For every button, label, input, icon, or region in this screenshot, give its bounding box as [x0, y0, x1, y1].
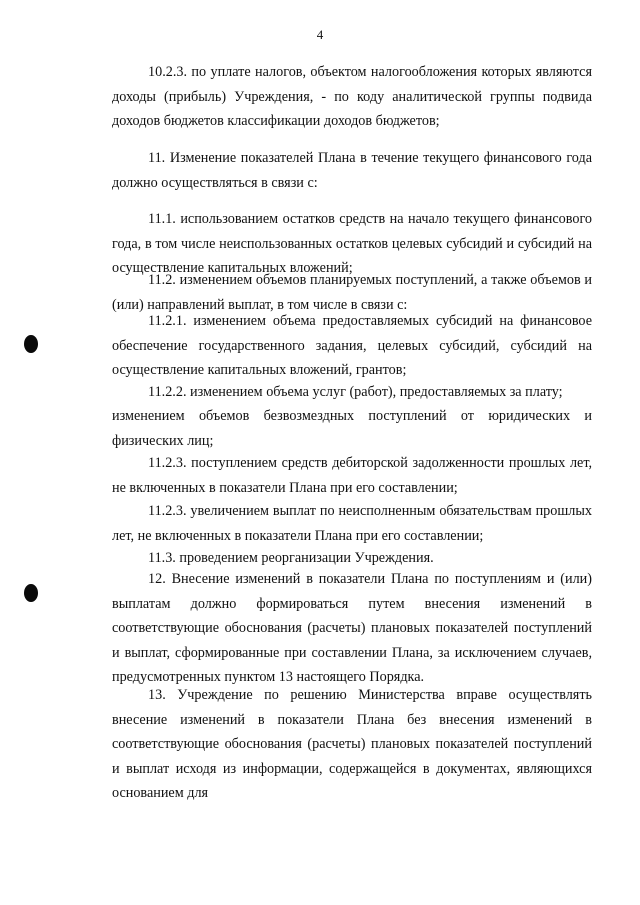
page-number: 4	[316, 27, 324, 42]
punch-hole-mark	[24, 335, 38, 353]
paragraph-11-2: 11.2. изменением объемов планируемых поступлений, а также объемов и (или) направлений выплат, в том числе в связи с:	[112, 272, 592, 313]
paragraph-12: 12. Внесение изменений в показатели Плана по поступлениям и (или) выплатам должно формироваться путем внесения изменений в соответствующие обоснования (расчеты) плановых показателей поступлений и выплат, сформированные при составлении Плана, за исключением случаев, предусмотренных пунктом 13 настоящего Порядка.	[112, 571, 592, 685]
paragraph-11: 11. Изменение показателей Плана в течение текущего финансового года должно осуществляться в связи с:	[112, 150, 592, 191]
paragraph-13: 13. Учреждение по решению Министерства вправе осуществлять внесение изменений в показатели Плана без внесения изменений в соответствующие обоснования (расчеты) плановых показателей поступлений и выплат исходя из информации, содержащейся в документах, являющихся основанием для	[112, 687, 592, 801]
paragraph-donations: изменением объемов безвозмездных поступлений от юридических и физических лиц;	[112, 408, 592, 449]
paragraph-11-2-1: 11.2.1. изменением объема предоставляемых субсидий на финансовое обеспечение государственного задания, целевых субсидий, субсидий на осуществление капитальных вложений, грантов;	[112, 313, 592, 378]
paragraph-11-2-2: 11.2.2. изменением объема услуг (работ), предоставляемых за плату;	[148, 384, 563, 400]
paragraph-10-2-3: 10.2.3. по уплате налогов, объектом налогообложения которых являются доходы (прибыль) Учреждения, - по коду аналитической группы подвида доходов бюджетов классификации доходов бюджетов;	[112, 64, 592, 129]
paragraph-11-1: 11.1. использованием остатков средств на начало текущего финансового года, в том числе неиспользованных остатков целевых субсидий и субсидий на осуществление капитальных вложений;	[112, 211, 592, 276]
paragraph-11-2-3-receivables: 11.2.3. поступлением средств дебиторской задолженности прошлых лет, не включенных в показатели Плана при его составлении;	[112, 455, 592, 496]
punch-hole-mark	[24, 584, 38, 602]
paragraph-11-3: 11.3. проведением реорганизации Учреждения.	[148, 550, 434, 566]
paragraph-11-2-3-obligations: 11.2.3. увеличением выплат по неисполненным обязательствам прошлых лет, не включенных в показатели Плана при его составлении;	[112, 503, 592, 544]
